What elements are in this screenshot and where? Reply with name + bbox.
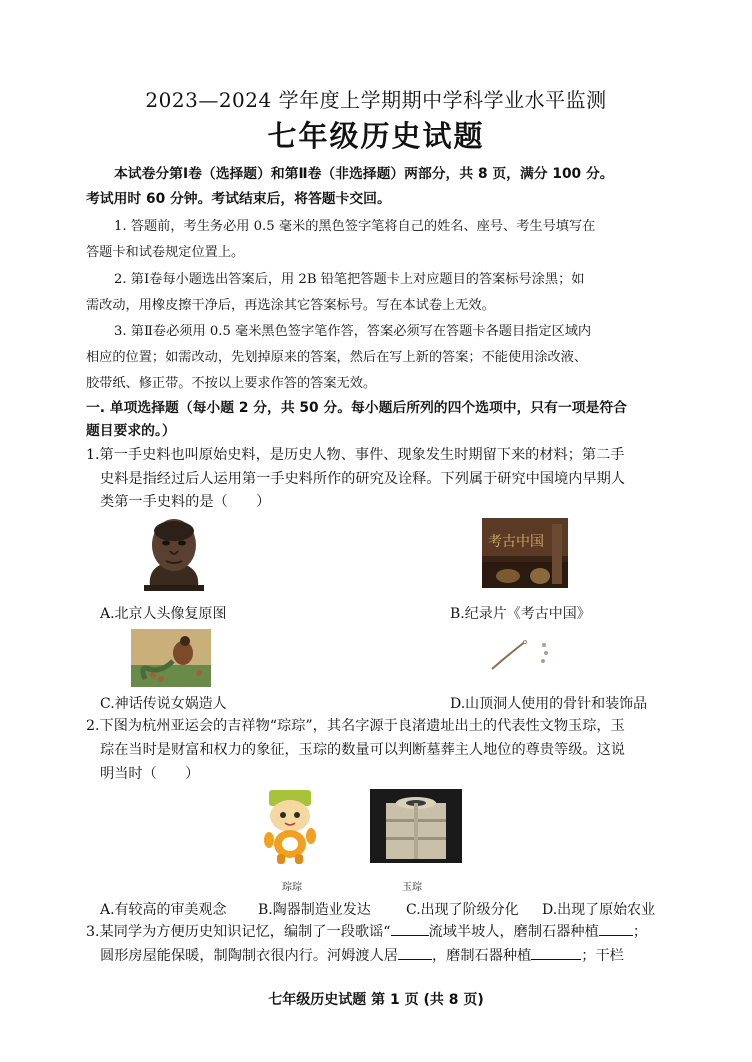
section-1-heading-line-2: 题目要求的。）	[86, 423, 176, 439]
q1-stem-line-3: 类第一手史料的是（ ）	[100, 494, 271, 510]
q3-line-2-text-c: ；干栏	[581, 948, 624, 964]
exam-title: 2023—2024 学年度上学期期中学科学业水平监测	[145, 88, 607, 112]
q2-option-c[interactable]: C.出现了阶级分化	[406, 902, 519, 918]
exam-subtitle: 七年级历史试题	[267, 119, 485, 153]
note-3-line-1: 3. 第Ⅱ卷必须用 0.5 毫米黑色签字笔作答，答案必须写在答题卡各题目指定区域内	[114, 324, 592, 339]
q3-line-1-text-a: 3.某同学为方便历史知识记忆，编制了一段歌谣“	[86, 924, 391, 940]
q1-option-d[interactable]: D.山顶洞人使用的骨针和装饰品	[450, 696, 648, 712]
mascot-caption: 琮琮	[282, 882, 302, 893]
peking-man-bust-image	[130, 513, 216, 591]
jade-cong-caption: 玉琮	[402, 882, 422, 893]
intro-line-1: 本试卷分第Ⅰ卷（选择题）和第Ⅱ卷（非选择题）两部分，共 8 页，满分 100 分。	[114, 166, 614, 182]
q2-stem-line-2: 琮在当时是财富和权力的象征，玉琮的数量可以判断墓葬主人地位的尊贵等级。这说	[100, 742, 625, 758]
note-2-line-1: 2. 第Ⅰ卷每小题选出答案后，用 2B 铅笔把答题卡上对应题目的答案标号涂黑；如	[114, 272, 585, 287]
bone-needle-image	[488, 633, 558, 673]
section-1-heading: 一. 单项选择题（每小题 2 分，共 50 分。每小题后所列的四个选项中，只有一项是符合	[86, 400, 627, 416]
q2-option-d[interactable]: D.出现了原始农业	[542, 902, 656, 918]
q1-option-a[interactable]: A.北京人头像复原图	[100, 606, 227, 622]
q3-stem-line-1	[86, 922, 676, 941]
page-footer: 七年级历史试题 第 1 页 (共 8 页)	[268, 992, 484, 1008]
note-2-line-2: 需改动，用橡皮擦干净后，再选涂其它答案标号。写在本试卷上无效。	[86, 298, 495, 313]
q3-line-1-text-c: ；	[632, 924, 648, 940]
q2-stem-line-3: 明当时（ ）	[100, 766, 200, 782]
note-3-line-2: 相应的位置；如需改动，先划掉原来的答案，然后在写上新的答案；不能使用涂改液、	[86, 350, 588, 365]
q3-line-1-text-b: 流域半坡人，磨制石器种植	[428, 924, 599, 940]
nuwa-painting-image	[131, 629, 211, 687]
q3-blank-3[interactable]	[398, 946, 432, 960]
mascot-congcong-image	[257, 786, 323, 866]
q1-stem-line-1: 1.第一手史料也叫原始史料，是历史人物、事件、现象发生时期留下来的材料；第二手	[86, 447, 625, 463]
q1-option-b[interactable]: B.纪录片《考古中国》	[450, 606, 591, 622]
note-1-line-2: 答题卡和试卷规定位置上。	[86, 245, 245, 260]
intro-line-2: 考试用时 60 分钟。考试结束后，将答题卡交回。	[86, 191, 391, 207]
q3-line-2-text-a: 圆形房屋能保暖，制陶制衣很内行。河姆渡人居	[100, 948, 398, 964]
q3-blank-2[interactable]	[599, 922, 633, 936]
q3-blank-4[interactable]	[531, 946, 581, 960]
q2-stem-line-1: 2.下图为杭州亚运会的吉祥物“琮琮”，其名字源于良渚遗址出土的代表性文物玉琮，玉	[86, 718, 625, 734]
q3-line-2-text-b: ，磨制石器种植	[431, 948, 532, 964]
q3-stem-line-2	[100, 946, 676, 965]
q3-blank-1[interactable]	[391, 922, 429, 936]
documentary-poster-image	[482, 518, 568, 588]
note-3-line-3: 胶带纸、修正带。不按以上要求作答的答案无效。	[86, 376, 377, 391]
note-1-line-1: 1. 答题前，考生务必用 0.5 毫米的黑色签字笔将自己的姓名、座号、考生号填写在	[114, 219, 596, 234]
jade-cong-image	[370, 789, 462, 863]
q1-stem-line-2: 史料是指经过后人运用第一手史料所作的研究及诠释。下列属于研究中国境内早期人	[100, 471, 625, 487]
q1-option-c[interactable]: C.神话传说女娲造人	[100, 696, 227, 712]
q2-option-b[interactable]: B.陶器制造业发达	[258, 902, 371, 918]
q2-option-a[interactable]: A.有较高的审美观念	[100, 902, 227, 918]
poster-title-text: 考古中国	[488, 534, 544, 550]
